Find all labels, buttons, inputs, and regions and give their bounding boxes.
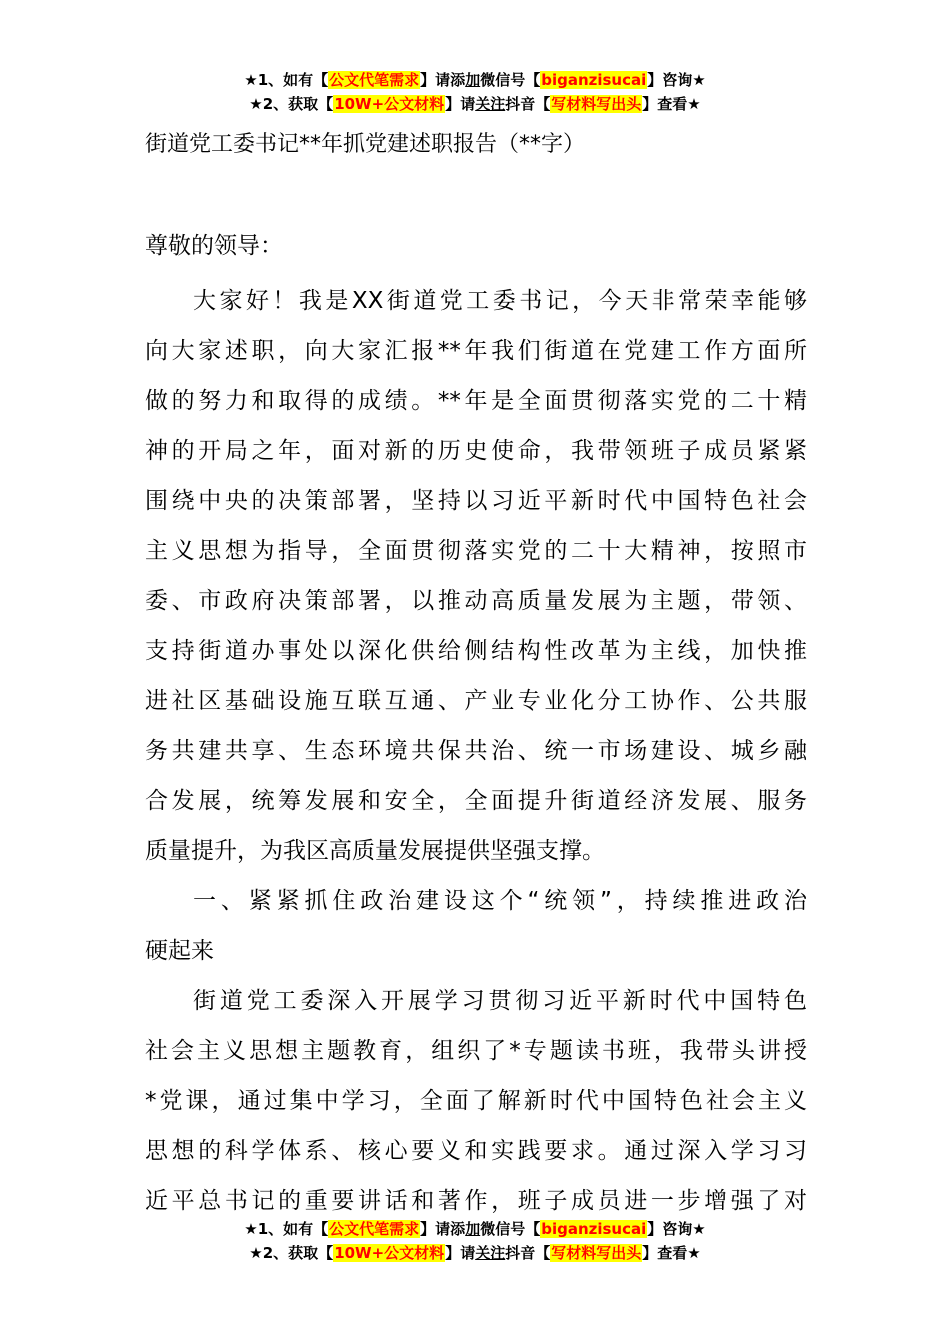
- banner-underlined-text: 加: [465, 1220, 481, 1238]
- banner-text: 】请: [445, 1244, 476, 1262]
- banner-text: 】请添: [420, 1220, 466, 1238]
- banner-text: ★2、获取【: [249, 95, 334, 113]
- body-line: 神的开局之年，面对新的历史使命，我带领班子成员紧紧: [145, 438, 807, 464]
- banner-text: ★1、如有【: [244, 71, 329, 89]
- banner-highlight-douyin: 写材料写出头: [551, 1244, 642, 1262]
- banner-text: 】咨询★: [647, 1220, 706, 1238]
- banner-line-1: [0, 68, 950, 92]
- body-line: 大家好！我是XX街道党工委书记，今天非常荣幸能够: [193, 288, 807, 314]
- body-line: 向大家述职，向大家汇报**年我们街道在党建工作方面所: [145, 338, 807, 364]
- body-line: 做的努力和取得的成绩。**年是全面贯彻落实党的二十精: [145, 388, 807, 414]
- body-line: 主义思想为指导，全面贯彻落实党的二十大精神，按照市: [145, 538, 807, 564]
- banner-text: 微信号【: [480, 1220, 541, 1238]
- banner-highlight: 公文代笔需求: [329, 71, 420, 89]
- banner-text: ★1、如有【: [244, 1220, 329, 1238]
- banner-text: 抖音【: [505, 95, 551, 113]
- banner-underlined-text: 关注: [475, 1244, 506, 1262]
- banner-underlined-text: 关注: [475, 95, 506, 113]
- body-line: 进社区基础设施互联互通、产业专业化分工协作、公共服: [145, 688, 807, 714]
- body-line: *党课，通过集中学习，全面了解新时代中国特色社会主义: [145, 1088, 807, 1114]
- banner-highlight: 公文代笔需求: [329, 1220, 420, 1238]
- banner-highlight-douyin: 写材料写出头: [551, 95, 642, 113]
- banner-highlight: 10W+公文材料: [334, 1244, 445, 1262]
- banner-text: 】查看★: [642, 95, 701, 113]
- body-line: 社会主义思想主题教育，组织了*专题读书班，我带头讲授: [145, 1038, 807, 1064]
- section-heading-line: 一、紧紧抓住政治建设这个“统领”，持续推进政治: [193, 888, 807, 914]
- banner-text: 】请: [445, 95, 476, 113]
- body-line: 务共建共享、生态环境共保共治、统一市场建设、城乡融: [145, 738, 807, 764]
- salutation: 尊敬的领导：: [145, 233, 283, 259]
- body-line: 围绕中央的决策部署，坚持以习近平新时代中国特色社会: [145, 488, 807, 514]
- banner-text: 】请添: [420, 71, 466, 89]
- document-title: 街道党工委书记**年抓党建述职报告（**字）: [145, 132, 586, 157]
- body-line: 支持街道办事处以深化供给侧结构性改革为主线，加快推: [145, 638, 807, 664]
- body-line: 质量提升，为我区高质量发展提供坚强支撑。: [145, 838, 605, 864]
- body-line: 合发展，统筹发展和安全，全面提升街道经济发展、服务: [145, 788, 807, 814]
- banner-line-1: [0, 1217, 950, 1241]
- section-heading-line: 硬起来: [145, 938, 214, 964]
- banner-line-2: [0, 1241, 950, 1265]
- banner-highlight: 10W+公文材料: [334, 95, 445, 113]
- banner-text: 抖音【: [505, 1244, 551, 1262]
- body-line: 思想的科学体系、核心要义和实践要求。通过深入学习习: [145, 1138, 807, 1164]
- banner-underlined-text: 加: [465, 71, 481, 89]
- banner-highlight-wechat-id: biganzisucai: [541, 71, 647, 89]
- document-body: [145, 276, 807, 1226]
- banner-line-2: [0, 92, 950, 116]
- body-line: 街道党工委深入开展学习贯彻习近平新时代中国特色: [193, 988, 807, 1014]
- banner-text: 微信号【: [480, 71, 541, 89]
- banner-text: ★2、获取【: [249, 1244, 334, 1262]
- body-line: 委、市政府决策部署，以推动高质量发展为主题，带领、: [145, 588, 807, 614]
- banner-text: 】咨询★: [647, 71, 706, 89]
- body-line: 近平总书记的重要讲话和著作，班子成员进一步增强了对: [145, 1188, 807, 1214]
- top-banner: [0, 68, 950, 116]
- banner-highlight-wechat-id: biganzisucai: [541, 1220, 647, 1238]
- banner-text: 】查看★: [642, 1244, 701, 1262]
- bottom-banner: [0, 1217, 950, 1265]
